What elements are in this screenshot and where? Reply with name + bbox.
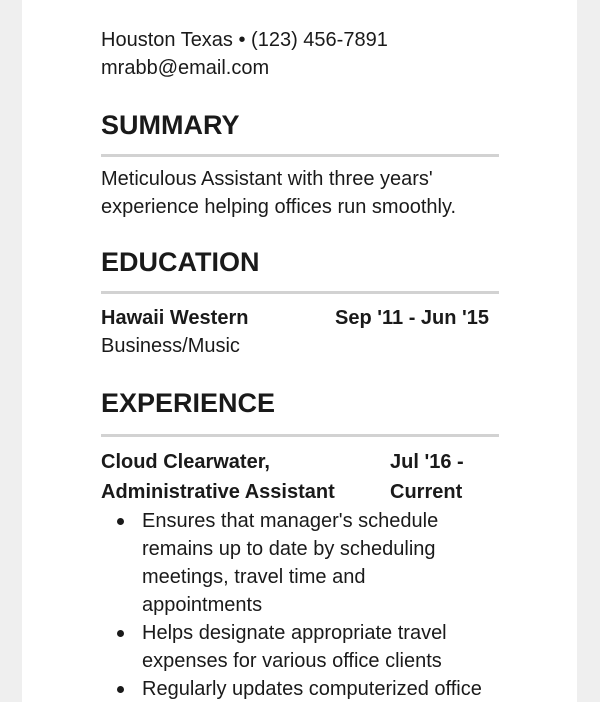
experience-divider bbox=[101, 434, 499, 437]
experience-heading: EXPERIENCE bbox=[101, 388, 276, 418]
bullet-line: Helps designate appropriate travel bbox=[142, 622, 447, 644]
bullet-line: expenses for various office clients bbox=[142, 650, 442, 672]
experience-company: Cloud Clearwater, bbox=[101, 451, 270, 473]
summary-divider bbox=[101, 154, 499, 157]
bullet-line: meetings, travel time and bbox=[142, 566, 366, 588]
summary-line: experience helping offices run smoothly. bbox=[101, 196, 457, 218]
experience-dates-start: Jul '16 - bbox=[390, 451, 464, 473]
experience-row-1 bbox=[101, 448, 499, 478]
education-divider bbox=[101, 291, 499, 294]
contact-email: mrabb@email.com bbox=[101, 57, 270, 79]
education-dates: Sep '11 - Jun '15 bbox=[335, 307, 490, 329]
experience-bullets bbox=[101, 507, 499, 702]
list-item bbox=[101, 619, 499, 675]
bullet-icon bbox=[117, 686, 124, 693]
education-heading: EDUCATION bbox=[101, 247, 260, 277]
list-item bbox=[101, 675, 499, 702]
list-item bbox=[101, 507, 499, 619]
bullet-icon bbox=[117, 518, 124, 525]
education-major: Business/Music bbox=[101, 335, 240, 357]
contact-location-phone: Houston Texas • (123) 456-7891 bbox=[101, 29, 388, 51]
education-school: Hawaii Western bbox=[101, 307, 249, 329]
education-row bbox=[101, 304, 499, 332]
experience-role: Administrative Assistant bbox=[101, 481, 335, 503]
summary-text bbox=[101, 165, 499, 221]
bullet-line: remains up to date by scheduling bbox=[142, 538, 436, 560]
summary-line: Meticulous Assistant with three years' bbox=[101, 168, 433, 190]
bullet-icon bbox=[117, 630, 124, 637]
resume-page bbox=[22, 0, 577, 702]
bullet-line: Ensures that manager's schedule bbox=[142, 510, 439, 532]
bullet-line: Regularly updates computerized office bbox=[142, 678, 482, 700]
summary-heading: SUMMARY bbox=[101, 110, 240, 140]
bullet-line: appointments bbox=[142, 594, 263, 616]
resume-content bbox=[101, 26, 499, 702]
experience-dates-end: Current bbox=[390, 481, 463, 503]
experience-row-2 bbox=[101, 478, 499, 507]
